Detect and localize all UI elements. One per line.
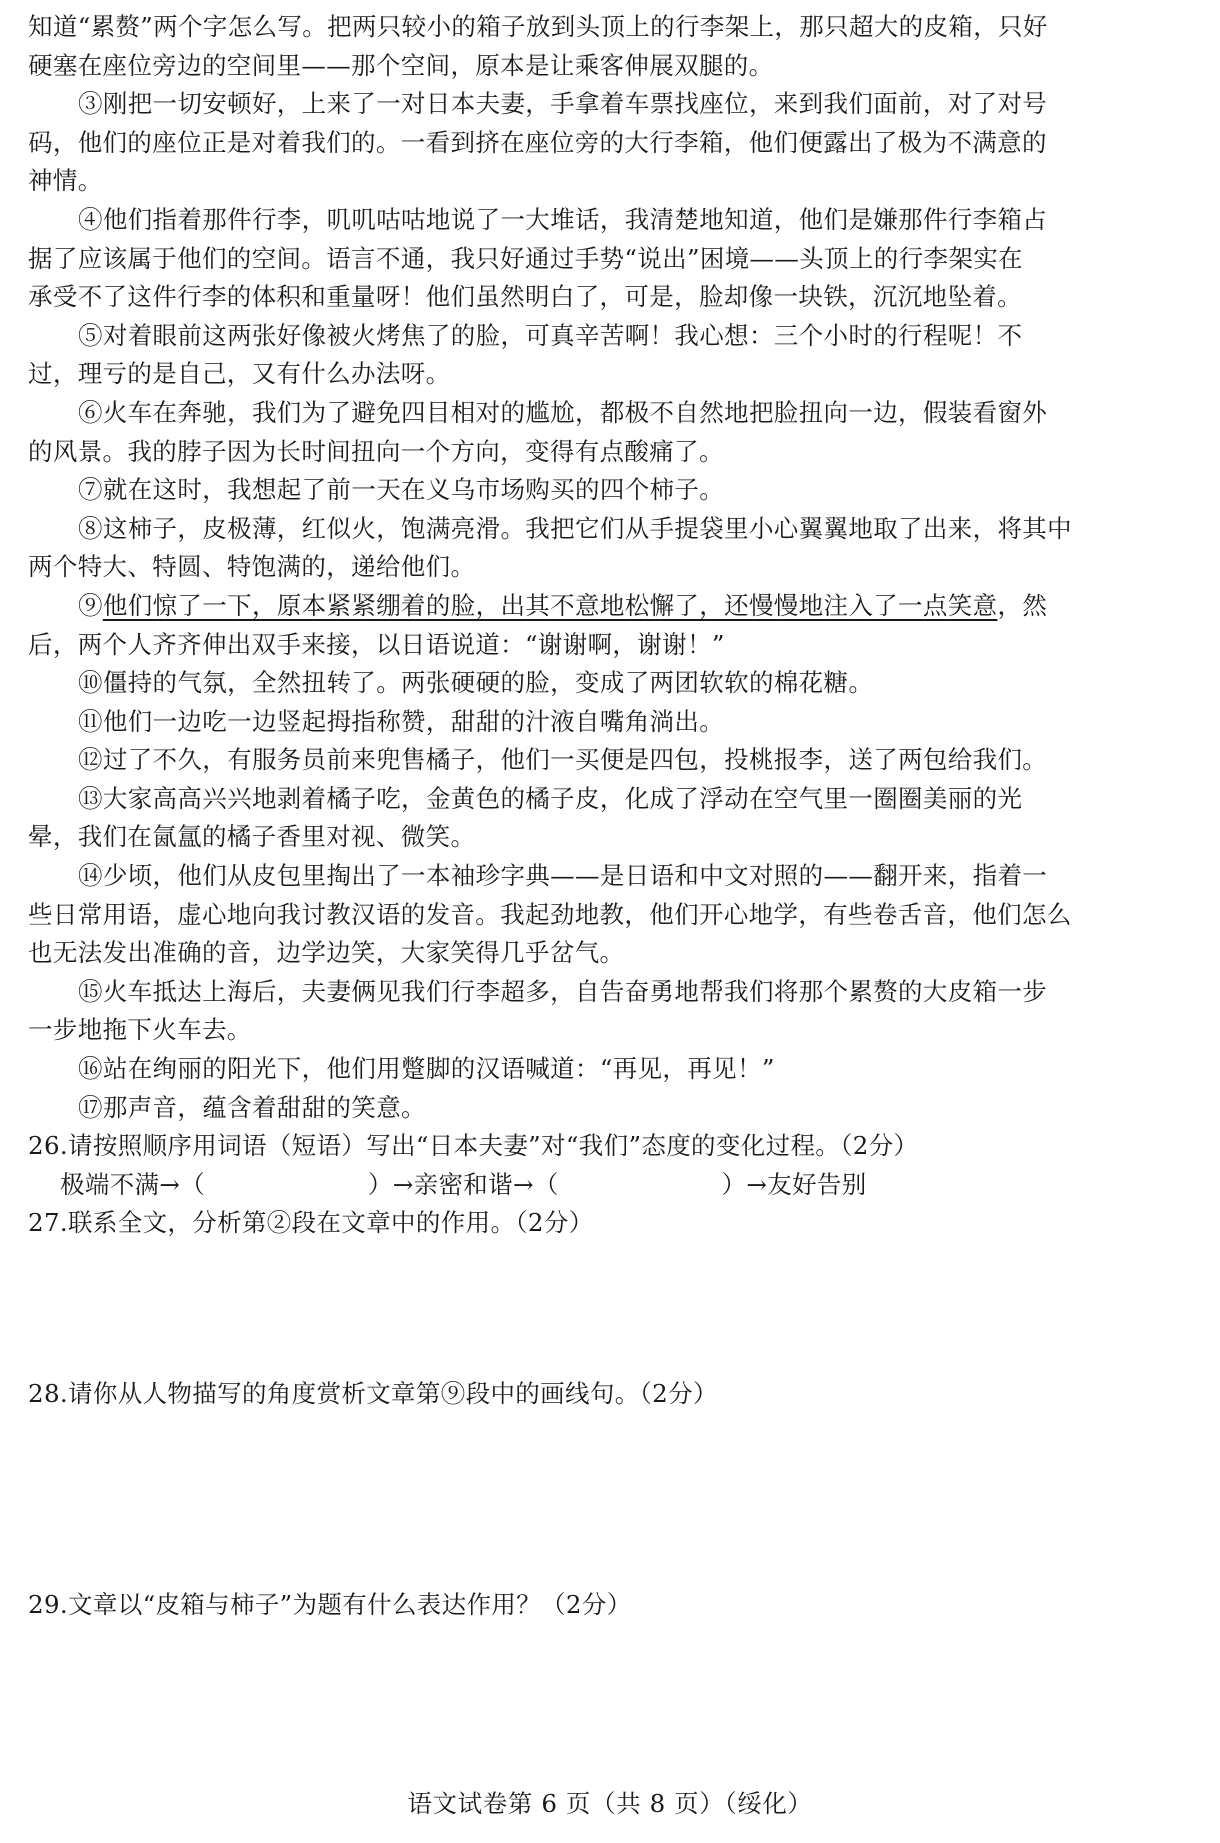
passage-line: 承受不了这件行李的体积和重量呀！他们虽然明白了，可是，脸却像一块铁，沉沉地坠着。 [28, 282, 1022, 312]
paragraph-14: ⑭少顷，他们从皮包里掏出了一本袖珍字典——是日语和中文对照的——翻开来，指着一 [78, 861, 1048, 891]
paragraph-3: ③刚把一切安顿好，上来了一对日本夫妻，手拿着车票找座位，来到我们面前，对了对号 [78, 89, 1048, 119]
answer-area-28[interactable] [28, 1414, 1194, 1586]
paragraph-10: ⑩僵持的气氛，全然扭转了。两张硬硬的脸，变成了两团软软的棉花糖。 [78, 668, 874, 698]
paragraph-5: ⑤对着眼前这两张好像被火烤焦了的脸，可真辛苦啊！我心想：三个小时的行程呢！不 [78, 320, 1023, 350]
question-27: 27.联系全文，分析第②段在文章中的作用。（2分） [28, 1208, 594, 1238]
passage-line: 晕，我们在氤氲的橘子香里对视、微笑。 [28, 822, 476, 852]
paragraph-12: ⑫过了不久，有服务员前来兜售橘子，他们一买便是四包，投桃报李，送了两包给我们。 [78, 745, 1048, 775]
answer-area-27[interactable] [28, 1243, 1194, 1375]
passage-line: 的风景。我的脖子因为长时间扭向一个方向，变得有点酸痛了。 [28, 436, 724, 466]
passage-line: 些日常用语，虚心地向我讨教汉语的发音。我起劲地教，他们开心地学，有些卷舌音，他们怎么 [28, 899, 1072, 929]
underlined-sentence: 他们惊了一下，原本紧紧绷着的脸，出其不意地松懈了，还慢慢地注入了一点笑意 [102, 590, 998, 620]
question-29: 29.文章以“皮箱与柿子”为题有什么表达作用？（2分） [28, 1589, 632, 1619]
passage-line: 一步地拖下火车去。 [28, 1015, 252, 1045]
passage-text: ，然 [997, 590, 1048, 620]
paragraph-6: ⑥火车在奔驰，我们为了避免四目相对的尴尬，都极不自然地把脸扭向一边，假装看窗外 [78, 397, 1048, 427]
question-26: 26.请按照顺序用词语（短语）写出“日本夫妻”对“我们”态度的变化过程。（2分） [28, 1131, 919, 1161]
question-28: 28.请你从人物描写的角度赏析文章第⑨段中的画线句。（2分） [28, 1379, 718, 1408]
passage-line: 神情。 [28, 166, 103, 196]
paragraph-8: ⑧这柿子，皮极薄，红似火，饱满亮滑。我把它们从手提袋里小心翼翼地取了出来，将其中 [78, 513, 1072, 543]
passage-line: 硬塞在座位旁边的空间里——那个空间，原本是让乘客伸展双腿的。 [28, 50, 774, 80]
passage-line: 也无法发出准确的音，边学边笑，大家笑得几乎岔气。 [28, 938, 625, 968]
paragraph-15: ⑮火车抵达上海后，夫妻俩见我们行李超多，自告奋勇地帮我们将那个累赘的大皮箱一步 [78, 976, 1048, 1006]
question-26-blanks[interactable]: 极端不满→（ ）→亲密和谐→（ ）→友好告别 [60, 1169, 867, 1199]
paragraph-4: ④他们指着那件行李，叽叽咕咕地说了一大堆话，我清楚地知道，他们是嫌那件行李箱占 [78, 204, 1048, 234]
passage-line: 据了应该属于他们的空间。语言不通，我只好通过手势“说出”困境——头顶上的行李架实在 [28, 243, 1023, 273]
page-footer: 语文试卷第 6 页（共 8 页）（绥化） [407, 1789, 813, 1818]
passage-line: 过，理亏的是自己，又有什么办法呀。 [28, 359, 451, 389]
passage-line: 码，他们的座位正是对着我们的。一看到挤在座位旁的大行李箱，他们便露出了极为不满意的 [28, 127, 1047, 157]
passage-line: 知道“累赘”两个字怎么写。把两只较小的箱子放到头顶上的行李架上，那只超大的皮箱，只好 [28, 12, 1048, 41]
exam-page [28, 8, 1194, 1829]
passage-line: 后，两个人齐齐伸出双手来接，以日语说道：“谢谢啊，谢谢！” [28, 629, 725, 659]
paragraph-17: ⑰那声音，蕴含着甜甜的笑意。 [78, 1092, 426, 1122]
paragraph-9 [28, 587, 1194, 626]
passage-line: 两个特大、特圆、特饱满的，递给他们。 [28, 552, 476, 582]
paragraph-number: ⑨ [78, 590, 103, 620]
paragraph-13: ⑬大家高高兴兴地剥着橘子吃，金黄色的橘子皮，化成了浮动在空气里一圈圈美丽的光 [78, 783, 1023, 813]
paragraph-7: ⑦就在这时，我想起了前一天在义乌市场购买的四个柿子。 [78, 475, 725, 505]
paragraph-11: ⑪他们一边吃一边竖起拇指称赞，甜甜的汁液自嘴角淌出。 [78, 706, 725, 736]
paragraph-16: ⑯站在绚丽的阳光下，他们用蹩脚的汉语喊道：“再见，再见！” [78, 1054, 775, 1084]
